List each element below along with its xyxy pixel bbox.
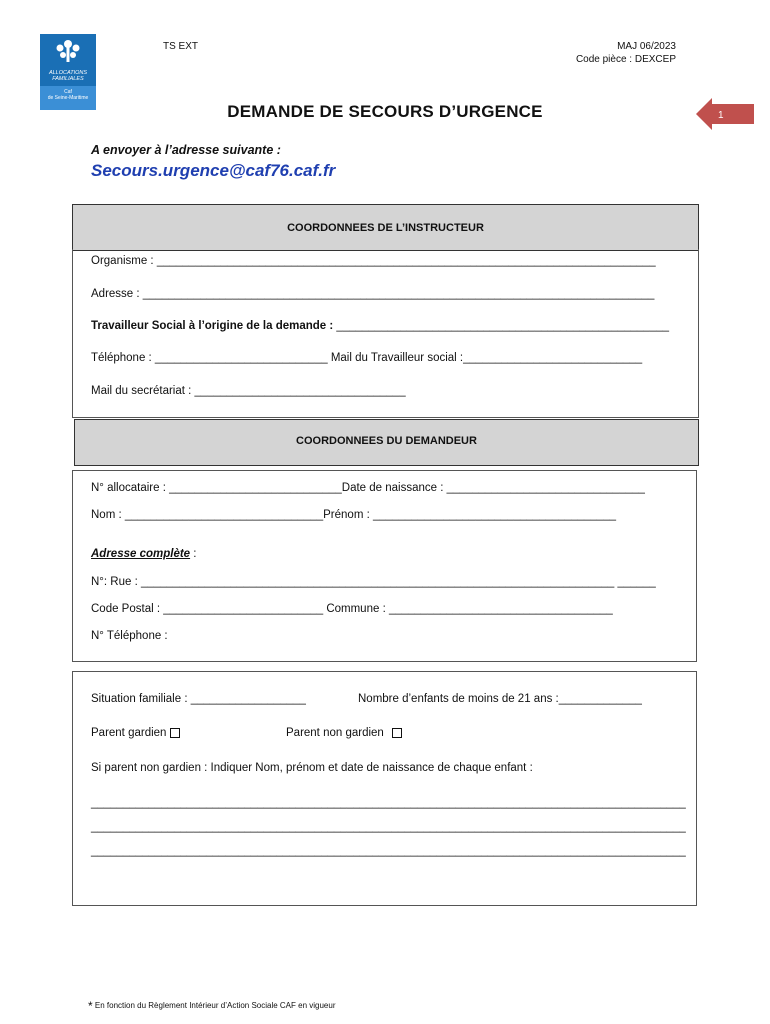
parent-non-gardien-checkbox[interactable]	[392, 728, 402, 738]
nombre-enfants-field[interactable]: Nombre d’enfants de moins de 21 ans :_____________	[358, 693, 642, 705]
adresse-complete-label: Adresse complète :	[91, 548, 197, 560]
parent-non-gardien-label: Parent non gardien	[286, 727, 384, 739]
demandeur-heading: COORDONNEES DU DEMANDEUR	[296, 435, 477, 447]
footnote-text: En fonction du Règlement Intérieur d’Action Sociale CAF en vigueur	[94, 1001, 336, 1010]
travailleur-social-line[interactable]: ____________________________________________________	[336, 320, 670, 332]
demandeur-telephone-field[interactable]: N° Téléphone :	[91, 630, 168, 642]
footnote	[88, 999, 335, 1013]
page-badge-number: 1	[718, 110, 724, 121]
mail-secretariat-field[interactable]: Mail du secrétariat : _________________________________	[91, 385, 406, 397]
adresse-field[interactable]: Adresse : ________________________________________________________________________________	[91, 288, 655, 300]
organisme-field[interactable]: Organisme : ______________________________________________________________________________	[91, 255, 656, 267]
instructeur-heading: COORDONNEES DE L’INSTRUCTEUR	[287, 222, 484, 234]
situation-box	[72, 671, 697, 906]
nom-prenom-field[interactable]: Nom : _______________________________Prénom : ______________________________________	[91, 509, 617, 521]
header-left: TS EXT	[163, 41, 199, 52]
travailleur-social-field[interactable]	[91, 320, 669, 332]
situation-familiale-field[interactable]: Situation familiale : __________________	[91, 693, 306, 705]
header-right	[576, 41, 676, 65]
travailleur-social-label: Travailleur Social à l’origine de la demande :	[91, 320, 337, 332]
logo-text-bottom: Caf de Seine-Maritime	[47, 89, 89, 101]
demandeur-header	[74, 419, 699, 466]
child-info-line[interactable]: _____________________________________________________________________________________________	[91, 845, 686, 857]
parent-gardien-label: Parent gardien	[91, 727, 167, 739]
page-title: DEMANDE DE SECOURS D’URGENCE	[227, 102, 543, 121]
send-to-label: A envoyer à l’adresse suivante :	[91, 143, 281, 157]
instruction-text: Si parent non gardien : Indiquer Nom, prénom et date de naissance de chaque enfant :	[91, 762, 533, 774]
caf-tree-icon	[50, 38, 86, 64]
update-date: MAJ 06/2023	[617, 41, 676, 52]
code-piece: Code pièce : DEXCEP	[575, 54, 676, 65]
rue-field[interactable]: N°: Rue : __________________________________________________________________________ ______	[91, 576, 656, 588]
instructeur-header	[72, 204, 699, 251]
parent-gardien-checkbox[interactable]	[170, 728, 180, 738]
footnote-star: *	[88, 999, 93, 1013]
child-info-line[interactable]: _____________________________________________________________________________________________	[91, 797, 686, 809]
allocataire-field[interactable]: N° allocataire : ___________________________Date de naissance : _______________________________	[91, 482, 645, 494]
page-arrow-badge	[696, 98, 756, 130]
telephone-mail-field[interactable]: Téléphone : ___________________________ Mail du Travailleur social :____________________________	[91, 352, 643, 364]
parent-non-gardien-option[interactable]	[286, 727, 402, 739]
child-info-line[interactable]: _____________________________________________________________________________________________	[91, 821, 686, 833]
caf-logo	[40, 34, 96, 110]
email-address[interactable]: Secours.urgence@caf76.caf.fr	[91, 161, 336, 180]
logo-text-top: ALLOCATIONS FAMILIALES	[48, 70, 88, 82]
parent-gardien-option[interactable]	[91, 727, 180, 739]
code-postal-commune-field[interactable]: Code Postal : _________________________ Commune : ___________________________________	[91, 603, 613, 615]
